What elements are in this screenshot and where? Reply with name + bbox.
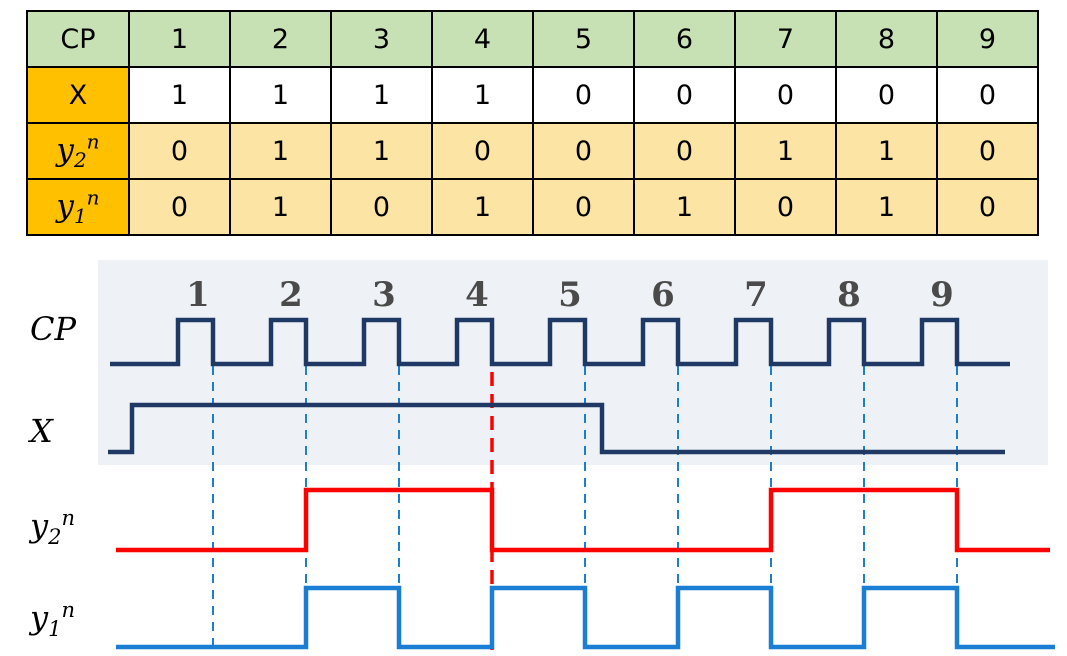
y1-cell-2: 1 — [230, 179, 331, 235]
cp-cell-2: 2 — [230, 11, 331, 67]
pulse-number-9: 9 — [930, 275, 954, 315]
y1-cell-7: 0 — [735, 179, 836, 235]
x-cell-2: 1 — [230, 67, 331, 123]
pulse-number-6: 6 — [651, 275, 675, 315]
y2-cell-9: 0 — [937, 123, 1038, 179]
x-cell-8: 0 — [836, 67, 937, 123]
y1-cell-1: 0 — [129, 179, 230, 235]
cp-cell-5: 5 — [533, 11, 634, 67]
cp-cell-7: 7 — [735, 11, 836, 67]
cp-cell-9: 9 — [937, 11, 1038, 67]
y1-cell-4: 1 — [432, 179, 533, 235]
cp-row-label: CP — [27, 11, 129, 67]
x-signal-label: X — [30, 412, 53, 450]
y1-cell-8: 1 — [836, 179, 937, 235]
cp-cell-3: 3 — [331, 11, 432, 67]
y2-cell-4: 0 — [432, 123, 533, 179]
y1-cell-5: 0 — [533, 179, 634, 235]
x-cell-4: 1 — [432, 67, 533, 123]
y1-row-label: $y_1^n$ — [27, 179, 129, 235]
cp-cell-4: 4 — [432, 11, 533, 67]
x-cell-7: 0 — [735, 67, 836, 123]
x-cell-6: 0 — [634, 67, 735, 123]
y1-cell-3: 0 — [331, 179, 432, 235]
cp-signal-label: CP — [30, 310, 77, 348]
y2-cell-5: 0 — [533, 123, 634, 179]
x-cell-1: 1 — [129, 67, 230, 123]
y2-signal-label: $y_2^n$ — [30, 506, 75, 550]
pulse-number-2: 2 — [279, 275, 303, 315]
cp-cell-6: 6 — [634, 11, 735, 67]
x-row-label: X — [27, 67, 129, 123]
y2-cell-8: 1 — [836, 123, 937, 179]
pulse-number-4: 4 — [465, 275, 489, 315]
pulse-number-7: 7 — [744, 275, 768, 315]
y2-cell-2: 1 — [230, 123, 331, 179]
pulse-number-3: 3 — [372, 275, 396, 315]
x-cell-5: 0 — [533, 67, 634, 123]
pulse-number-5: 5 — [558, 275, 582, 315]
y2-waveform — [116, 490, 1050, 550]
y2-cell-1: 0 — [129, 123, 230, 179]
x-cell-3: 1 — [331, 67, 432, 123]
y1-cell-9: 0 — [937, 179, 1038, 235]
y1-signal-label: $y_1^n$ — [30, 598, 75, 642]
pulse-number-1: 1 — [186, 275, 210, 315]
y1-waveform — [116, 588, 1055, 647]
y2-cell-7: 1 — [735, 123, 836, 179]
y2-row-label: $y_2^n$ — [27, 123, 129, 179]
x-cell-9: 0 — [937, 67, 1038, 123]
pulse-number-8: 8 — [837, 275, 861, 315]
y1-cell-6: 1 — [634, 179, 735, 235]
y2-cell-6: 0 — [634, 123, 735, 179]
cp-cell-8: 8 — [836, 11, 937, 67]
cp-cell-1: 1 — [129, 11, 230, 67]
y2-cell-3: 1 — [331, 123, 432, 179]
